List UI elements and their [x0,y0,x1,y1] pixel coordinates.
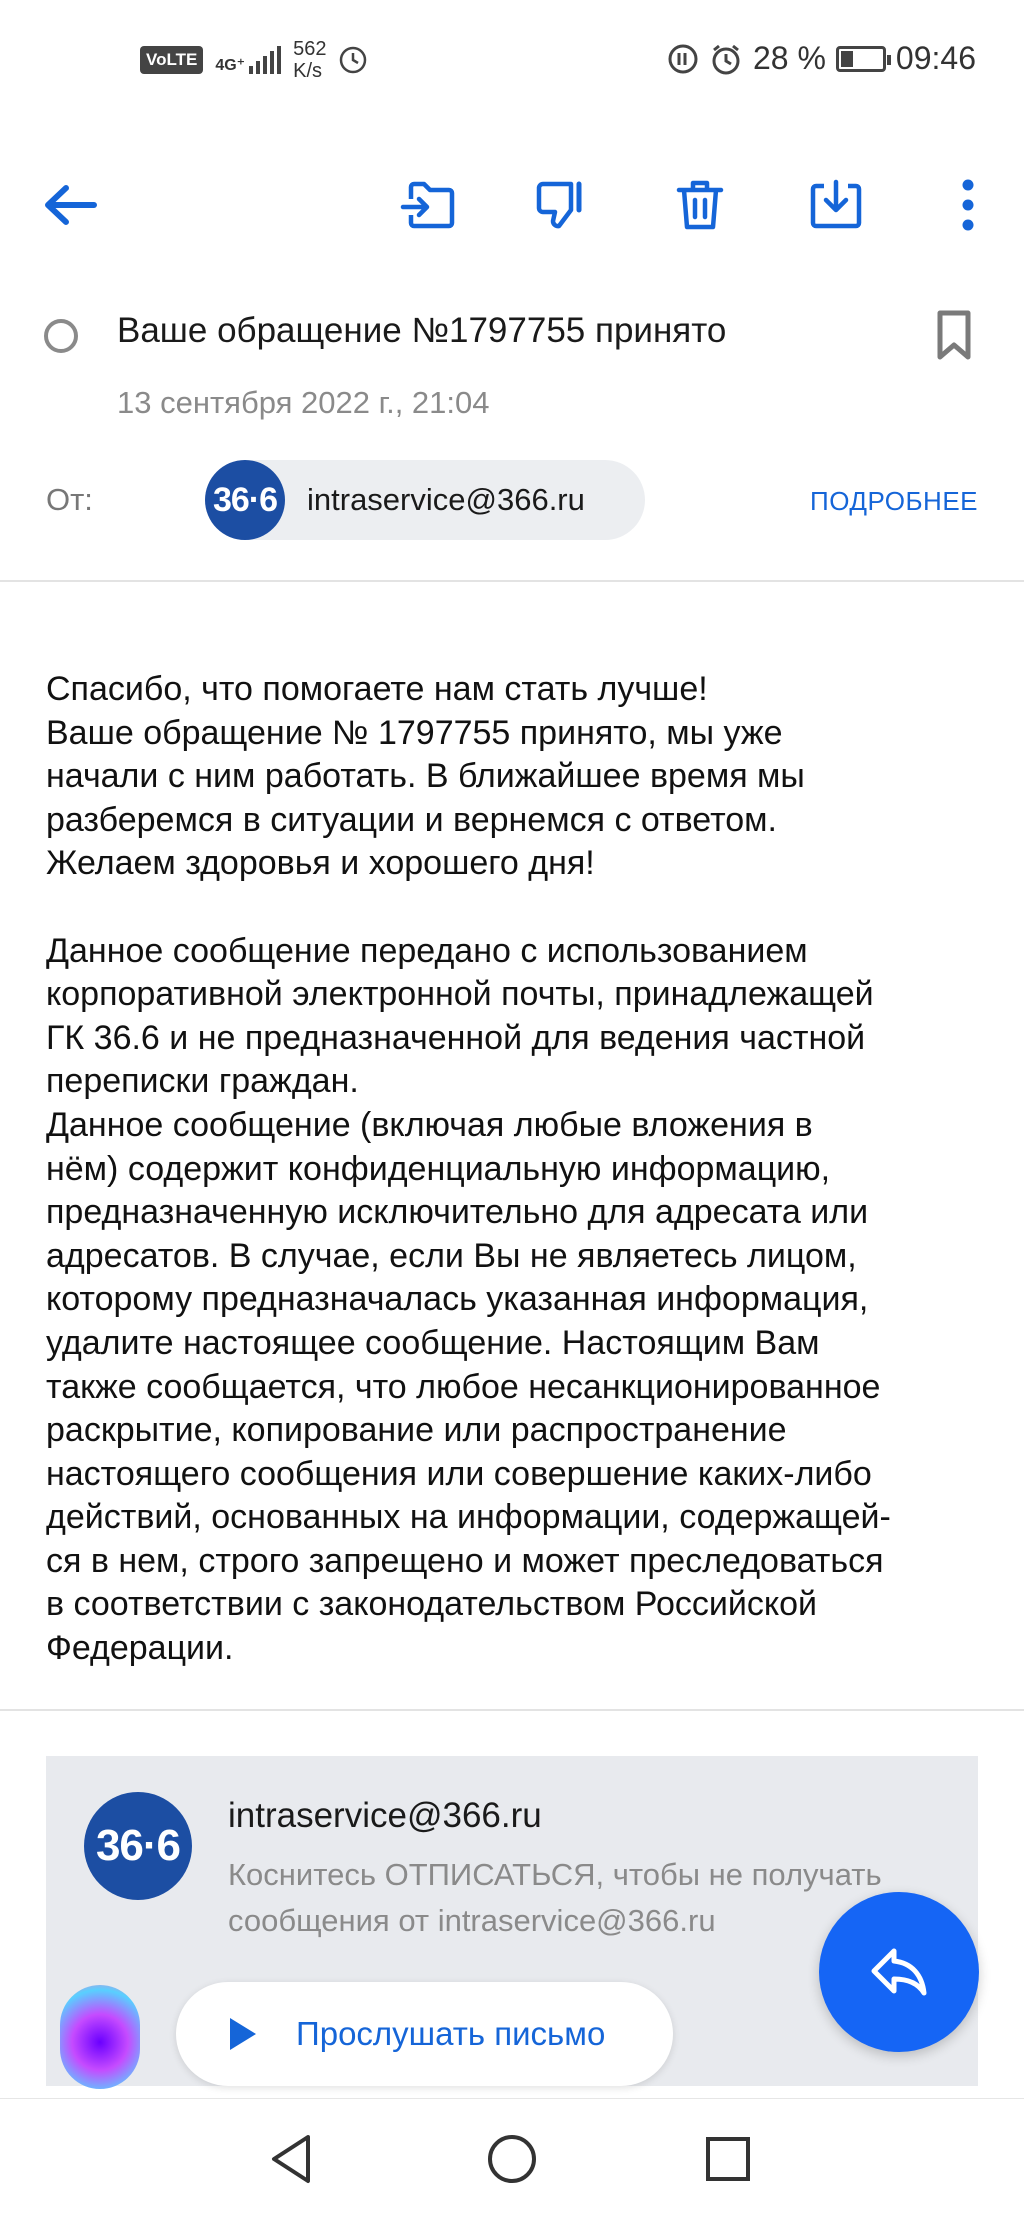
signal-indicator [215,46,281,74]
play-icon [230,2018,256,2050]
sender-avatar: 36·6 [205,460,285,540]
nav-home-button[interactable] [482,2129,542,2189]
unsubscribe-note[interactable]: Коснитесь ОТПИСАТЬСЯ, чтобы не получать сообщения от intraservice@366.ru [228,1857,882,1938]
signal-bars-icon [249,46,281,74]
status-right [667,40,976,77]
body-paragraph: Спасибо, что помогаете нам стать лучше! Ваше обращение № 1797755 принято, мы уже начали с ним работать. В ближайшее время мы разберемся в ситуации и вернемся с ответом. Желаем здоровья и хорошего дня! [46,670,805,883]
sender-chip[interactable] [205,460,645,540]
reply-button[interactable] [819,1892,979,2052]
subject-row [44,305,984,365]
back-arrow-icon [40,180,100,230]
spam-icon [533,178,591,232]
mail-body [46,668,996,1671]
data-saver-icon [667,43,699,75]
mail-subject: Ваше обращение №1797755 принято [117,311,727,350]
spam-button[interactable] [522,165,602,245]
battery-icon [836,46,886,72]
more-vertical-icon [961,178,975,232]
network-speed [293,38,326,82]
nav-home-icon [486,2133,538,2185]
nav-recents-button[interactable] [698,2129,758,2189]
body-divider [0,1709,1024,1711]
delete-button[interactable] [660,165,740,245]
alarm-icon [709,42,743,76]
bookmark-icon [936,309,972,361]
footer-sender-email: intraservice@366.ru [228,1796,542,1835]
listen-mail-label: Прослушать письмо [296,2015,606,2052]
back-button[interactable] [30,165,110,245]
system-nav-bar [0,2098,1024,2218]
status-left [140,38,368,82]
footer-sender-avatar: 36·6 [84,1792,192,1900]
nav-back-button[interactable] [262,2129,322,2189]
reply-icon [868,1945,930,1999]
details-link[interactable]: ПОДРОБНЕЕ [810,486,978,516]
voice-assistant-icon[interactable] [60,1985,140,2089]
more-options-button[interactable] [928,165,1008,245]
nav-back-icon [268,2133,316,2185]
listen-mail-button[interactable] [176,1982,673,2086]
speed-unit: K/s [293,60,323,82]
unread-toggle[interactable] [44,319,78,353]
from-label: От: [46,482,93,517]
mail-toolbar [0,165,1024,245]
network-type: 4G⁺ [215,57,246,74]
body-paragraph: Данное сообщение передано с использованием корпоративной электронной почты, принадлежащей ГК 36.6 и не предназначенной для ведения частной переписки граждан. Данное сообщение (включая любые вложения в нём) содержит конфиденциальную информацию, предназначенную исключительно для адресата или адресатов. В случае, если Вы не являетесь лицом, которому предназначалась указанная информация, удалите настоящее сообщение. Настоящим Вам также сообщается, что любое несанкционированное раскрытие, копирование или распространение настоящего сообщения или совершение каких-либо действий, основанных на информации, содержащей- ся в нем, строго запрещено и может преследоваться в соответствии с законодательством Российской Федерации. [46,931,891,1668]
move-to-folder-icon [399,179,457,231]
volte-badge: VoLTE [140,46,203,74]
from-row [0,460,1024,540]
status-bar [0,0,1024,130]
mail-date: 13 сентября 2022 г., 21:04 [117,385,490,420]
nav-recents-icon [704,2135,752,2183]
sender-email: intraservice@366.ru [307,482,585,517]
delete-icon [675,178,725,232]
clock-time: 09:46 [895,40,976,76]
speed-value: 562 [293,38,327,60]
battery-percent: 28 % [752,40,826,76]
archive-button[interactable] [796,165,876,245]
archive-icon [808,178,864,232]
clock-icon [338,45,368,75]
move-to-folder-button[interactable] [388,165,468,245]
header-divider [0,580,1024,582]
bookmark-button[interactable] [924,305,984,365]
